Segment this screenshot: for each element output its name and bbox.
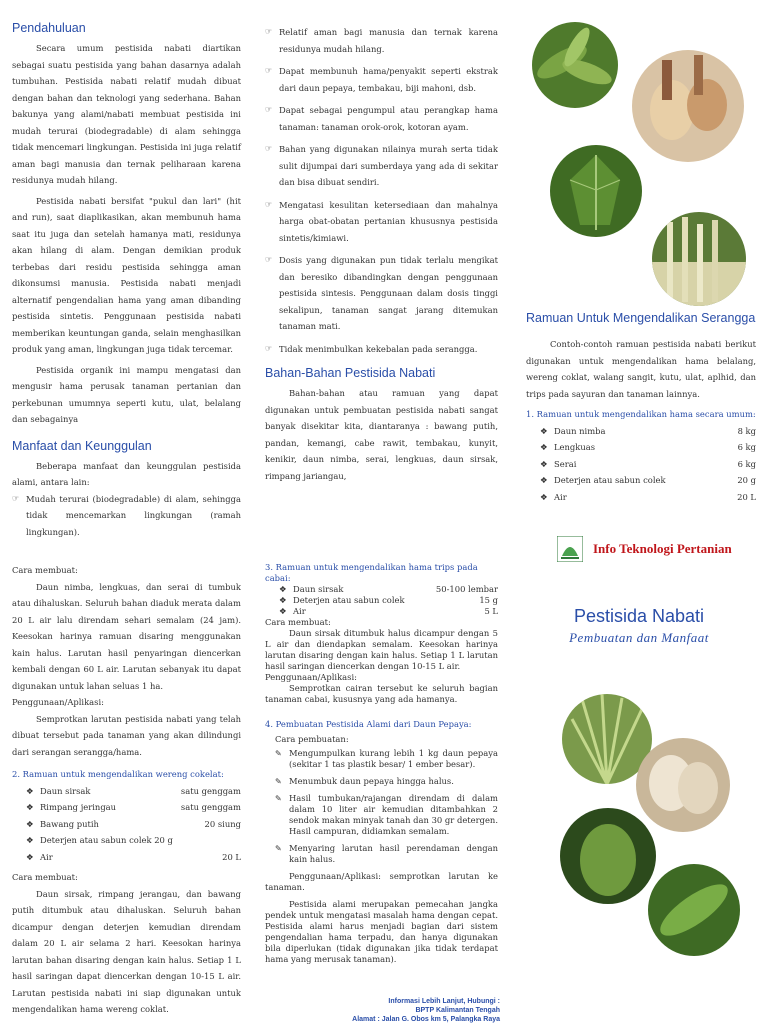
step-list [265, 748, 498, 865]
ingredient-name: ❖ Daun sirsak [279, 584, 344, 594]
list-title: 4. Pembuatan Pestisida Alami dari Daun Pepaya: [265, 719, 472, 729]
label: Penggunaan/Aplikasi: [265, 672, 357, 682]
heading-bahan: Bahan-Bahan Pestisida Nabati [265, 366, 436, 380]
ingredient-list [12, 783, 241, 866]
ingredient-name: ❖ Deterjen atau sabun colek [540, 472, 666, 489]
ingredient-row [526, 456, 756, 473]
diamond-bullet-icon: ❖ [540, 442, 548, 452]
paragraph: Pestisida alami merupakan pemecahan jangka pendek untuk mengatasi masalah hama dengan cepat. Pestisida alami harus menjadi bagian dari sistem pengendalian hama terpadu, dan hanya digunakan bila diperlukan (tidak digunakan jika tidak terdapat hama yang merusak tanaman). [265, 899, 498, 964]
pointing-hand-icon: ☞ [265, 255, 273, 264]
galangal-photo [632, 50, 744, 162]
ingredient-qty: 50-100 lembar [435, 584, 498, 594]
paragraph: Pestisida organik ini mampu mengatasi dan mengusir hama perusak tanaman pertanian dan perkebunan umumnya seperti kutu, ulat, belalang dan sebagainya [12, 364, 241, 424]
papaya-leaf-photo [550, 145, 642, 237]
paragraph: Pestisida nabati bersifat "pukul dan lari" (hit and run), saat diaplikasikan, akan membunuh hama saat itu juga dan setelah hamanya mati, residunya akan hilang di alam. Dengan demikian produk terbebas dari residu pestisida sehingga aman dikonsumsi manusia. Pestisida nabati menjadi alternatif pengendalian hama yang aman dibanding pestisida sintetis. Penggunaan pestisida nabati memberikan keuntungan ganda, selain menghasilkan produk yang aman, lingkungan juga tidak tercemar. [12, 195, 241, 354]
neem-leaves-photo [532, 22, 618, 108]
ingredient-name: ❖ Serai [540, 456, 576, 473]
brand-title: Info Teknologi Pertanian [593, 540, 732, 556]
list-title: 1. Ramuan untuk mengendalikan hama secara umum: [526, 409, 756, 419]
pointing-hand-icon: ☞ [265, 105, 273, 114]
list-title: 3. Ramuan untuk mengendalikan hama trips pada cabai: [265, 562, 478, 583]
column-cover [510, 512, 768, 1024]
heading-pendahuluan: Pendahuluan [12, 21, 86, 35]
column-pendahuluan [0, 0, 255, 537]
label: Penggunaan/Aplikasi: [12, 697, 104, 707]
ingredient-row [265, 595, 498, 606]
ingredient-qty: 20 g [737, 475, 756, 485]
lemongrass-photo [652, 212, 746, 306]
ingredient-name: ❖ Daun nimba [540, 423, 606, 440]
pointing-hand-icon: ☞ [265, 144, 273, 153]
pen-icon: ✎ [275, 777, 282, 786]
diamond-bullet-icon: ❖ [26, 802, 34, 812]
pen-icon: ✎ [275, 749, 282, 758]
list-item: ✎ Mengumpulkan kurang lebih 1 kg daun pepaya (sekitar 1 tas plastik besar/ 1 ember besar). [275, 748, 498, 769]
diamond-bullet-icon: ❖ [26, 818, 34, 829]
cover-title: Pestisida Nabati [573, 606, 705, 626]
leaves-photo [648, 864, 740, 956]
ingredient-row [526, 472, 756, 489]
ingredient-qty: 6 kg [737, 458, 756, 469]
agency-logo-icon [557, 536, 583, 562]
brochure-outside [0, 512, 768, 1024]
pointing-hand-icon: ☞ [12, 493, 20, 503]
ingredient-row [265, 584, 498, 595]
paragraph: Secara umum pestisida nabati diartikan sebagai suatu pestisida yang bahan dasarnya adalah tumbuhan. Pestisida nabati relatif mudah dibuat dengan bahan dan teknologi yang sederhana. Bahan bakunya yang alami/nabati membuat pestisida ini mudah terurai (biodegradable) di alam sehingga tidak mencemari lingkungan. Pestisida ini juga relatif aman bagi manusia dan ternak peliharaan karena residunya mudah hilang. [12, 43, 241, 185]
pen-icon: ✎ [275, 844, 282, 853]
ingredient-name: ❖ Rimpang jeringau [26, 799, 116, 816]
ingredient-row [526, 423, 756, 440]
ingredient-name: ❖ Bawang putih [26, 816, 99, 833]
pointing-hand-icon: ☞ [265, 343, 273, 353]
ingredient-row [265, 606, 498, 617]
paragraph: Bahan-bahan atau ramuan yang dapat digunakan untuk pembuatan pestisida nabati sangat banyak disekitar kita, diantaranya : bawang putih, pandan, kemangi, cabe rawit, tembakau, kunyit, kenikir, daun nimba, serai, lengkuas, daun sirsak, rimpang jariangau, [265, 388, 498, 481]
column-benefits [255, 0, 510, 512]
ingredient-qty: satu genggam [180, 785, 241, 796]
ingredient-name: ❖ Air [26, 849, 53, 866]
pen-icon: ✎ [275, 794, 282, 803]
ingredient-qty: 20 siung [204, 818, 241, 829]
ramuan-section [526, 310, 756, 505]
contact-info: Informasi Lebih Lanjut, Hubungi : BPTP Kalimantan Tengah Alamat : Jalan G. Obos km 5, Palangka Raya [352, 998, 500, 1023]
ingredient-name: ❖ Lengkuas [540, 439, 595, 456]
ingredient-qty: satu genggam [180, 802, 241, 812]
paragraph: Daun sirsak, rimpang jerangau, dan bawang putih ditumbuk atau dihaluskan. Seluruh bahan dicampur dengan deterjen kemudian direndam dalam 20 L air selama 2 hari. Keesokan harinya larutan bahan disaring dengan kain halus. Setiap 1 L hasil saringan dapat diencerkan dengan 10-15 L air. Larutan pestisida nabati ini siap digunakan untuk mengendalikan hama wereng coklat. [12, 888, 241, 1014]
list-item: ☞ Tidak menimbulkan kekebalan pada serangga. [265, 341, 498, 358]
list-item: ✎ Menumbuk daun pepaya hingga halus. [275, 776, 454, 786]
ingredient-name: ❖ Air [279, 606, 306, 616]
diamond-bullet-icon: ❖ [26, 851, 34, 862]
diamond-bullet-icon: ❖ [26, 785, 34, 796]
soursop-photo [560, 808, 656, 904]
benefit-list [265, 24, 498, 357]
list-item: ☞ Dosis yang digunakan pun tidak terlalu mengikat dan beresiko dibandingkan dengan penggunaan pestisida sintesis. Penggunaan dalam dosis tinggi sekalipun, tanaman sangat jarang ditemukan tanaman mati. [265, 252, 498, 335]
ingredient-row [12, 832, 241, 849]
list-item: ✎ Menyaring larutan hasil perendaman dengan kain halus. [275, 843, 498, 864]
ingredient-row [12, 783, 241, 800]
paragraph: Semprotkan larutan pestisida nabati yang telah dibuat tersebut pada tanaman yang akan dilindungi dari serangan serangga/hama. [12, 713, 241, 757]
list-item: ☞ Bahan yang digunakan nilainya murah serta tidak sulit dijumpai dari sumberdaya yang ada di sekitar dan bisa dibuat sendiri. [265, 141, 498, 191]
ingredient-qty: 5 L [484, 606, 498, 616]
paragraph: Daun sirsak ditumbuk halus dicampur dengan 5 L air dan diendapkan semalam. Keesokan harinya larutan disaring dengan kain halus. Setiap 1 L larutan hasil saringan diencerkan dengan 10-15 L air. [265, 628, 498, 671]
ingredient-qty: 20 L [737, 491, 756, 502]
ingredient-qty: 20 L [222, 851, 241, 862]
list-item: ☞ Mengatasi kesulitan ketersediaan dan mahalnya harga obat-obatan pertanian khususnya pestisida sintetis/kimiawi. [265, 197, 498, 247]
ingredient-list [526, 423, 756, 506]
list-item: ☞ Mudah terurai (biodegradable) di alam, sehingga tidak mencemarkan lingkungan (ramah lingkungan). [12, 491, 241, 541]
heading-manfaat: Manfaat dan Keunggulan [12, 438, 152, 453]
column-ramuan-lanjutan [255, 512, 510, 1024]
ingredient-row [12, 816, 241, 833]
label: Cara membuat: [265, 617, 331, 627]
brand-header [557, 529, 767, 569]
ingredient-qty: 8 kg [737, 425, 756, 436]
ingredient-row [526, 489, 756, 506]
paragraph: Beberapa manfaat dan keunggulan pestisida alami, antara lain: [12, 460, 241, 487]
ingredient-list [265, 584, 498, 617]
diamond-bullet-icon: ❖ [279, 584, 287, 594]
diamond-bullet-icon: ❖ [540, 475, 548, 485]
diamond-bullet-icon: ❖ [26, 835, 34, 845]
paragraph: Contoh-contoh ramuan pestisida nabati berikut digunakan untuk mengendalikan hama belalang, wereng coklat, walang sangit, kutu, ulat, aplhid, dan trips pada sayuran dan tanaman lainnya. [526, 339, 756, 399]
paragraph: Semprotkan cairan tersebut ke seluruh bagian tanaman cabai, kususnya yang ada hamanya. [265, 683, 498, 704]
pointing-hand-icon: ☞ [265, 66, 273, 75]
diamond-bullet-icon: ❖ [279, 595, 287, 605]
label: Cara pembuatan: [275, 734, 349, 744]
label: Cara membuat: [12, 565, 78, 575]
pointing-hand-icon: ☞ [265, 27, 273, 36]
ingredient-row [12, 849, 241, 866]
garlic-photo [636, 738, 730, 832]
paragraph: Daun nimba, lengkuas, dan serai di tumbuk atau dihaluskan. Seluruh bahan diaduk merata dalam 20 L air lalu direndam sehari semalam (24 jam). Keesokan harinya ramuan disaring menggunakan kain halus. Larutan hasil penyaringan diencerkan kembali dengan 60 L air. Larutan sebanyak itu dapat digunakan untuk lahan seluas 1 ha. [12, 581, 241, 691]
ingredient-qty: 6 kg [737, 442, 756, 452]
column-cara-membuat [0, 512, 255, 1024]
list-item: ✎ Hasil tumbukan/rajangan direndam di dalam dalam 10 liter air kemudian ditambahkan 2 sendok makan minyak tanah dan 30 gr detergen. Hasil campuran, didiamkan semalam. [275, 793, 498, 836]
heading-ramuan: Ramuan Untuk Mengendalikan Serangga [526, 311, 756, 325]
diamond-bullet-icon: ❖ [540, 458, 548, 469]
ingredient-name: ❖ Deterjen atau sabun colek [279, 595, 405, 605]
list-title: 2. Ramuan untuk mengendalikan wereng cokelat: [12, 769, 224, 779]
ingredient-name: ❖ Daun sirsak [26, 783, 91, 800]
cover-subtitle: Pembuatan dan Manfaat [569, 630, 709, 645]
diamond-bullet-icon: ❖ [540, 425, 548, 436]
pointing-hand-icon: ☞ [265, 199, 273, 209]
paragraph: Penggunaan/Aplikasi: semprotkan larutan ke tanaman. [265, 871, 498, 892]
ingredient-name: ❖ Air [540, 489, 567, 506]
column-ramuan [510, 0, 768, 512]
label: Cara membuat: [12, 872, 78, 882]
ingredient-qty: 15 g [479, 595, 498, 605]
diamond-bullet-icon: ❖ [279, 606, 287, 616]
diamond-bullet-icon: ❖ [540, 491, 548, 502]
list-item: ☞ Relatif aman bagi manusia dan ternak karena residunya mudah hilang. [265, 24, 498, 57]
ingredient-name: ❖ Deterjen atau sabun colek 20 g [26, 832, 173, 849]
ingredient-row [526, 439, 756, 456]
list-item: ☞ Dapat sebagai pengumpul atau perangkap hama tanaman: tanaman orok-orok, kotoran ayam. [265, 102, 498, 135]
ingredient-row [12, 799, 241, 816]
list-item: ☞ Dapat membunuh hama/penyakit seperti ekstrak dari daun pepaya, tembakau, biji mahoni, dsb. [265, 63, 498, 96]
